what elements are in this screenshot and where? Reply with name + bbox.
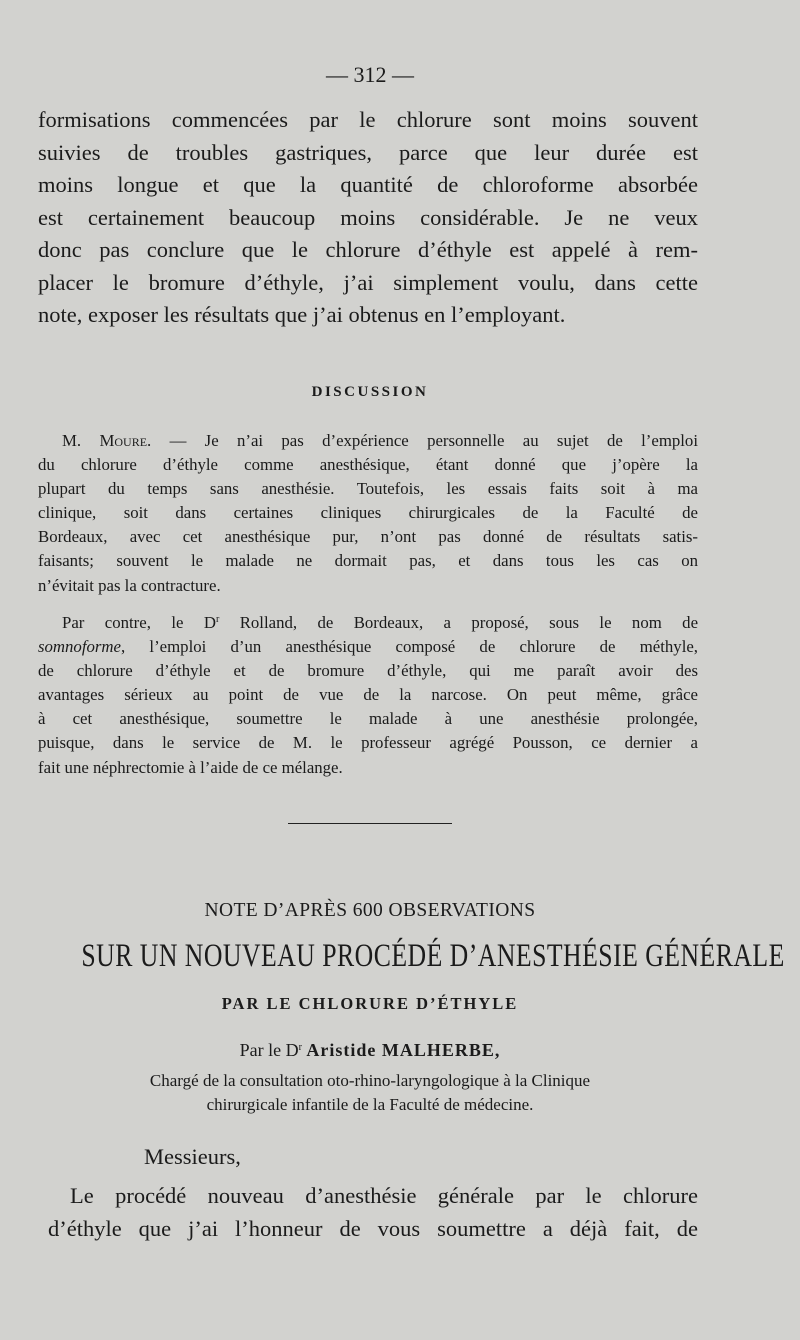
intro-paragraph [38,104,698,332]
page-number: — 312 — [326,62,414,87]
text-line: Le procédé nouveau d’anesthésie générale par le chlorure [70,1183,698,1208]
text-line: Bordeaux, avec cet anesthésique pur, n’ont pas donné de résultats satis- [38,527,698,547]
article-subtitle: PAR LE CHLORURE D’ÉTHYLE [221,994,519,1013]
text-line: à cet anesthésique, soumettre le malade à une anesthésie prolongée, [38,709,698,729]
text-line: clinique, soit dans certaines cliniques chirurgicales de la Faculté de [38,503,698,523]
text-line: du chlorure d’éthyle comme anesthésique, étant donné que j’opère la [38,455,698,475]
author-line [0,1040,740,1061]
text-line: est certainement beaucoup moins considérable. Je ne veux [38,204,698,230]
text-line [38,429,698,453]
text-line: moins longue et que la quantité de chloroforme absorbée [38,172,698,197]
text-line: de chlorure d’éthyle et de bromure d’éthyle, qui me paraît avoir des [38,661,698,681]
text-line [38,608,698,635]
superscript: r [298,1042,302,1053]
text-line: faisants; souvent le malade ne dormait pas, et dans tous les cas on [38,551,698,571]
text-line: fait une néphrectomie à l’aide de ce mélange. [38,757,343,777]
text-line [38,635,698,659]
closing-paragraph [48,1180,698,1245]
text-run: , l’emploi d’un anesthésique composé de chlorure de méthyle, [120,637,698,657]
text-line: suivies de troubles gastriques, parce que leur durée est [38,139,698,165]
emphasis-term: somnoforme [38,637,121,657]
text-line: n’évitait pas la contracture. [38,575,221,595]
text-line: formisations commencées par le chlorure sont moins souvent [38,107,698,132]
article-title: SUR UN NOUVEAU PROCÉDÉ D’ANESTHÉSIE GÉNÉRALE [81,938,785,974]
text-line: avantages sérieux au point de vue de la narcose. On peut même, grâce [38,685,698,705]
salutation: Messieurs, [144,1144,241,1169]
text-line: plupart du temps sans anesthésie. Toutefois, les essais faits soit à ma [38,479,698,499]
discussion-heading: DISCUSSION [311,384,429,400]
text-line: note, exposer les résultats que j’ai obtenus en l’employant. [38,302,566,327]
author-affiliation [0,1069,740,1117]
discussion-paragraph-1 [38,429,698,598]
author-name: Aristide MALHERBE, [301,1040,501,1060]
author-prefix: Par le D [239,1040,299,1060]
superscript: r [215,614,220,625]
text-run: Par contre, le D [62,613,216,632]
text-line: placer le bromure d’éthyle, j’ai simplement voulu, dans cette [38,269,698,295]
speaker-name: M. Moure. [62,431,152,450]
text-line: puisque, dans le service de M. le professeur agrégé Pousson, ce dernier a [38,733,698,753]
text-run: Rolland, de Bordeaux, a proposé, sous le nom de [219,613,699,632]
discussion-paragraph-2 [38,608,698,780]
text-line: donc pas conclure que le chlorure d’éthyle est appelé à rem- [38,237,698,262]
affiliation-line: Chargé de la consultation oto-rhino-laryngologique à la Clinique [149,1071,591,1090]
affiliation-line: chirurgicale infantile de la Faculté de médecine. [206,1095,534,1114]
text-run: — Je n’ai pas d’expérience personnelle au sujet de l’emploi [151,431,698,450]
section-divider [288,823,452,824]
article-overline: NOTE D’APRÈS 600 OBSERVATIONS [204,900,536,921]
text-line: d’éthyle que j’ai l’honneur de vous soumettre a déjà fait, de [48,1215,698,1241]
